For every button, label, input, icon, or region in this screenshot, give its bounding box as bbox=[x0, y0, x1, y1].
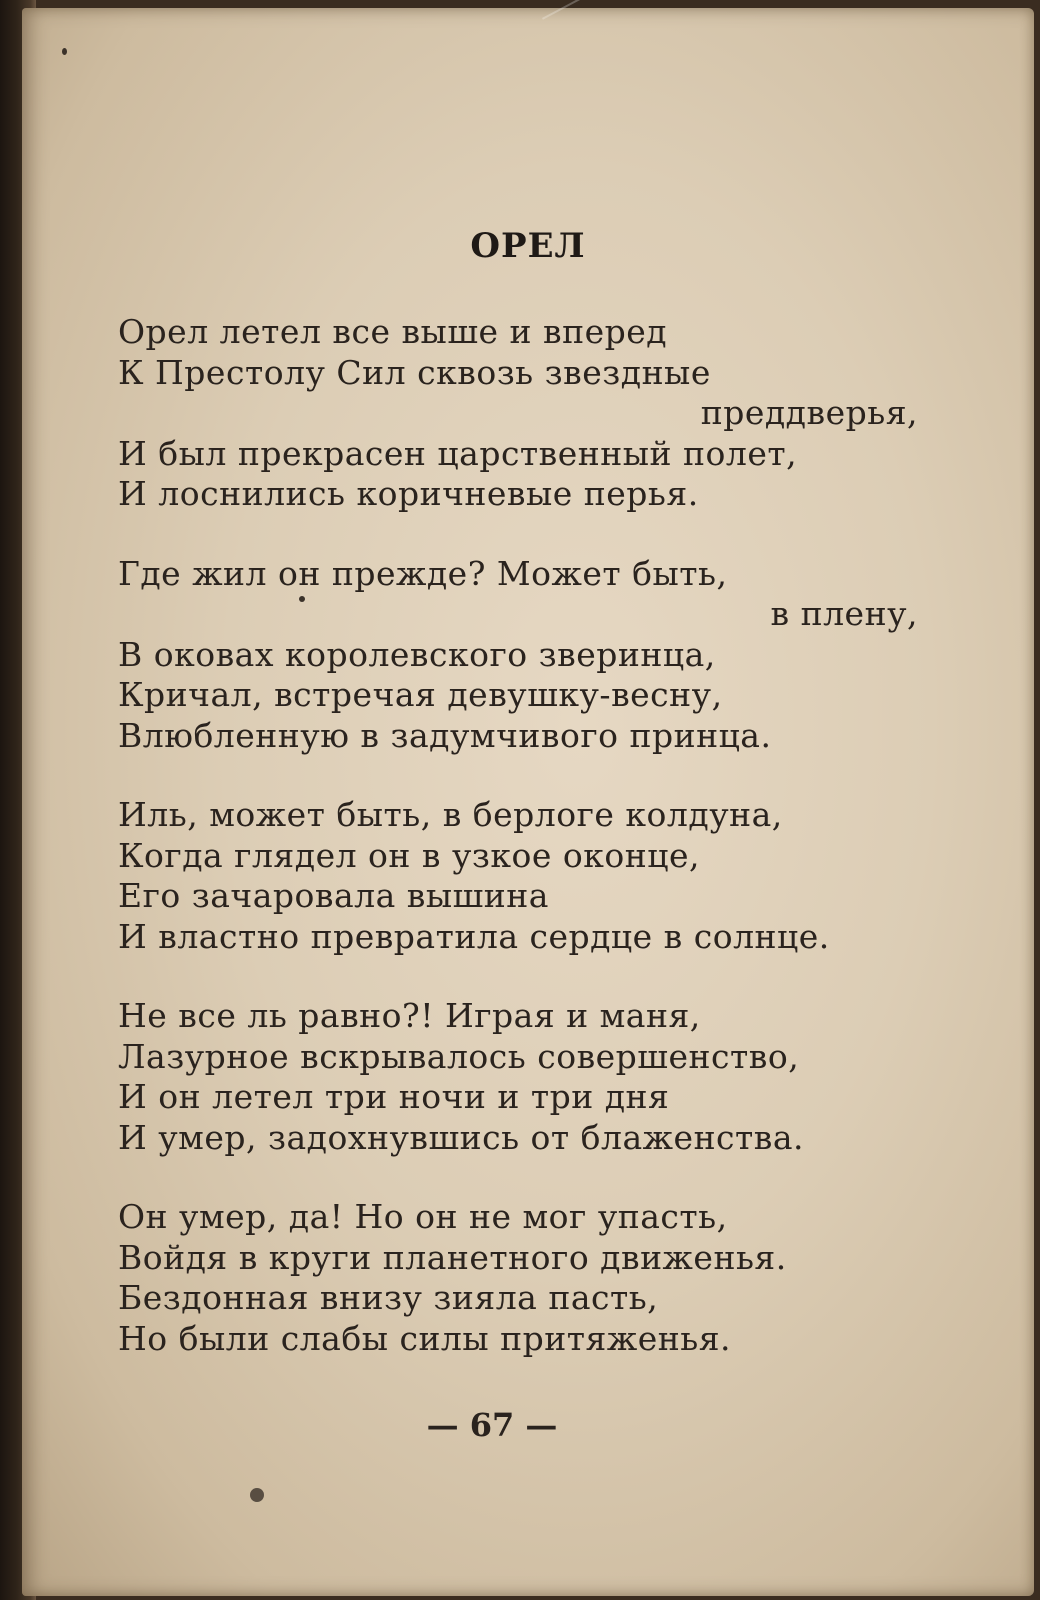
poem-line: Войдя в круги планетного движенья. bbox=[118, 1237, 787, 1277]
poem-line: И он летел три ночи и три дня bbox=[118, 1077, 670, 1116]
poem-line: Где жил он прежде? Может быть, bbox=[118, 553, 728, 593]
book-page bbox=[22, 8, 1034, 1596]
stanza bbox=[118, 795, 918, 957]
poem-line: Орел летел все выше и вперед bbox=[118, 312, 668, 351]
page-number: — 67 — bbox=[426, 1406, 558, 1444]
ink-speck bbox=[250, 1488, 264, 1502]
poem-line: Когда глядел он в узкое оконце, bbox=[118, 835, 700, 875]
stanza bbox=[118, 554, 918, 757]
poem-line: Кричал, встречая девушку-весну, bbox=[118, 675, 723, 714]
poem-line: Лазурное вскрывалось совершенство, bbox=[118, 1036, 800, 1076]
poem-line: Но были слабы силы притяженья. bbox=[118, 1318, 731, 1358]
poem-line: И умер, задохнувшись от блаженства. bbox=[118, 1117, 805, 1157]
poem-title: ОРЕЛ bbox=[470, 226, 586, 266]
poem-line: Он умер, да! Но он не мог упасть, bbox=[118, 1197, 728, 1236]
ink-speck bbox=[62, 48, 67, 55]
poem-line: Не все ль равно?! Играя и маня, bbox=[118, 996, 701, 1035]
stanza bbox=[118, 1197, 918, 1359]
stanza bbox=[118, 996, 918, 1158]
poem-line: И был прекрасен царственный полет, bbox=[118, 433, 798, 473]
poem-line: Бездонная внизу зияла пасть, bbox=[118, 1278, 659, 1317]
poem-line: В оковах королевского зверинца, bbox=[118, 634, 716, 674]
page-crease bbox=[542, 0, 914, 20]
poem-line: Его зачаровала вышина bbox=[118, 876, 549, 915]
poem-line: И властно превратила сердце в солнце. bbox=[118, 916, 830, 956]
poem-body bbox=[118, 312, 918, 1398]
poem-line: Влюбленную в задумчивого принца. bbox=[118, 715, 772, 755]
poem-line: преддверья, bbox=[700, 393, 918, 432]
poem-line: К Престолу Сил сквозь звездные bbox=[118, 352, 711, 392]
stanza bbox=[118, 312, 918, 515]
poem-line: в плену, bbox=[770, 594, 918, 633]
poem-line: Иль, может быть, в берлоге колдуна, bbox=[118, 795, 783, 834]
poem-line: И лоснились коричневые перья. bbox=[118, 474, 699, 513]
